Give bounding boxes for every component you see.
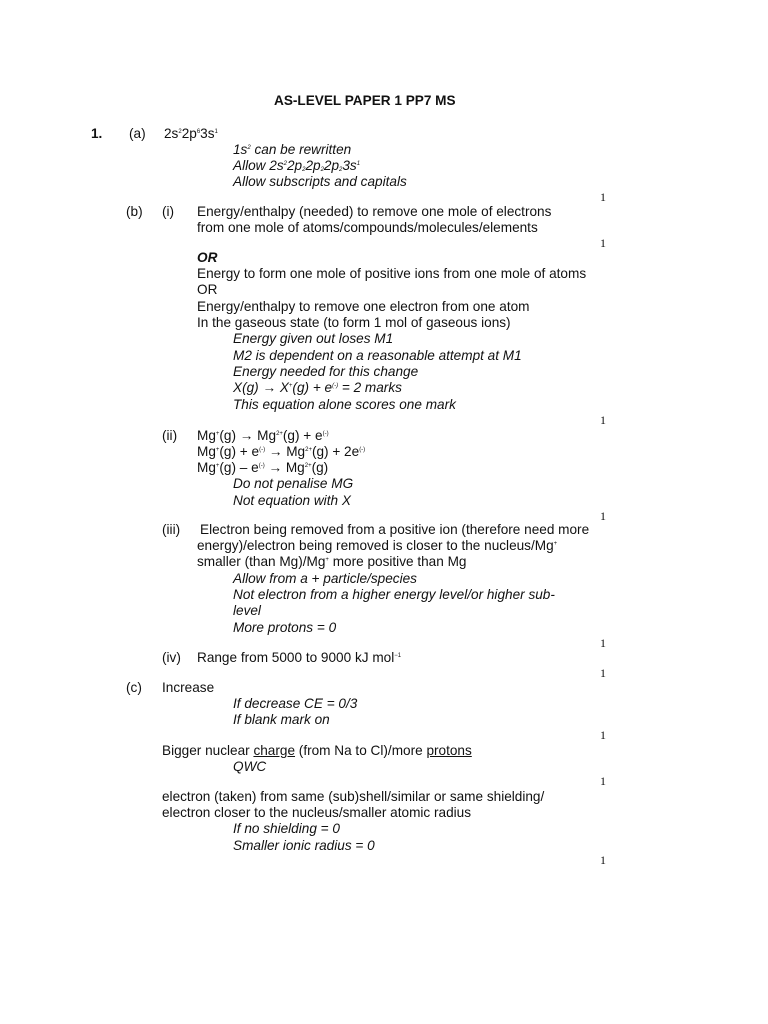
subpart-ii-label: (ii) — [162, 428, 178, 443]
equation-line: $Mg^+(g) + e^{(-)} \to Mg^{2+}(g) + 2e^{(-)}$ — [197, 444, 366, 459]
answer-line: smaller (than Mg)/Mg+ more positive than Mg — [197, 554, 467, 569]
answer-line: from one mole of atoms/compounds/molecules/elements — [197, 220, 538, 235]
answer-line: Increase — [162, 680, 215, 695]
guidance-note: level — [233, 603, 261, 618]
guidance-note: If no shielding = 0 — [233, 821, 340, 836]
guidance-note: QWC — [233, 759, 267, 774]
guidance-note: Energy given out loses M1 — [233, 331, 394, 346]
guidance-note: Do not penalise MG — [233, 476, 354, 491]
part-a-label: (a) — [129, 126, 146, 141]
part-a-answer: $2s^22p^63s^1$ — [164, 126, 218, 141]
guidance-note: This equation alone scores one mark — [233, 397, 456, 412]
part-b-label: (b) — [126, 204, 143, 219]
guidance-note: More protons = 0 — [233, 620, 337, 635]
guidance-note: Energy needed for this change — [233, 364, 419, 379]
guidance-note: Not electron from a higher energy level/or higher sub- — [233, 587, 555, 602]
answer-line: Energy/enthalpy to remove one electron from one atom — [197, 299, 530, 314]
part-a-note: Allow $2s^22p_22p_22p_23s^1$ — [233, 158, 361, 173]
guidance-note: Not equation with X — [233, 493, 351, 508]
mark: 1 — [600, 853, 606, 867]
guidance-note: If decrease CE = 0/3 — [233, 696, 358, 711]
mark: 1 — [600, 666, 606, 680]
mark: 1 — [600, 728, 606, 742]
answer-line: energy)/electron being removed is closer to the nucleus/Mg+ — [197, 538, 558, 553]
guidance-note: Allow from a + particle/species — [233, 571, 417, 586]
equation-line: $Mg^+(g) - e^{(-)} \to Mg^{2+}(g)$ — [197, 460, 329, 475]
or-label: OR — [197, 250, 218, 265]
mark: 1 — [600, 236, 606, 250]
answer-line: In the gaseous state (to form 1 mol of gaseous ions) — [197, 315, 511, 330]
answer-line: Bigger nuclear charge (from Na to Cl)/more protons — [162, 743, 472, 758]
guidance-note: Smaller ionic radius = 0 — [233, 838, 375, 853]
part-c-label: (c) — [126, 680, 142, 695]
guidance-note: M2 is dependent on a reasonable attempt at M1 — [233, 348, 522, 363]
equation-line: $Mg^+(g) \to Mg^{2+}(g) + e^{(-)}$ — [197, 428, 329, 443]
guidance-note: X(g) → X+(g) + e(-) = 2 marks — [233, 380, 402, 395]
question-number: 1. — [91, 126, 103, 141]
answer-line: electron (taken) from same (sub)shell/similar or same shielding/ — [162, 789, 545, 804]
or-label: OR — [197, 282, 218, 297]
answer-line: Range from 5000 to 9000 kJ mol$^{-1}$ — [197, 650, 402, 665]
answer-line: Energy to form one mole of positive ions from one mole of atoms — [197, 266, 587, 281]
page-title: AS-LEVEL PAPER 1 PP7 MS — [274, 93, 456, 108]
mark: 1 — [600, 509, 606, 523]
answer-line: Energy/enthalpy (needed) to remove one mole of electrons — [197, 204, 552, 219]
mark: 1 — [600, 190, 606, 204]
part-a-note: $1s^2$ can be rewritten — [233, 142, 352, 157]
subpart-iii-label: (iii) — [162, 522, 181, 537]
mark: 1 — [600, 636, 606, 650]
subpart-iv-label: (iv) — [162, 650, 181, 665]
guidance-note: If blank mark on — [233, 712, 330, 727]
mark: 1 — [600, 413, 606, 427]
answer-line: electron closer to the nucleus/smaller atomic radius — [162, 805, 472, 820]
part-a-note: Allow subscripts and capitals — [233, 174, 407, 189]
mark: 1 — [600, 774, 606, 788]
answer-line: Electron being removed from a positive ion (therefore need more — [200, 522, 590, 537]
subpart-i-label: (i) — [162, 204, 175, 219]
